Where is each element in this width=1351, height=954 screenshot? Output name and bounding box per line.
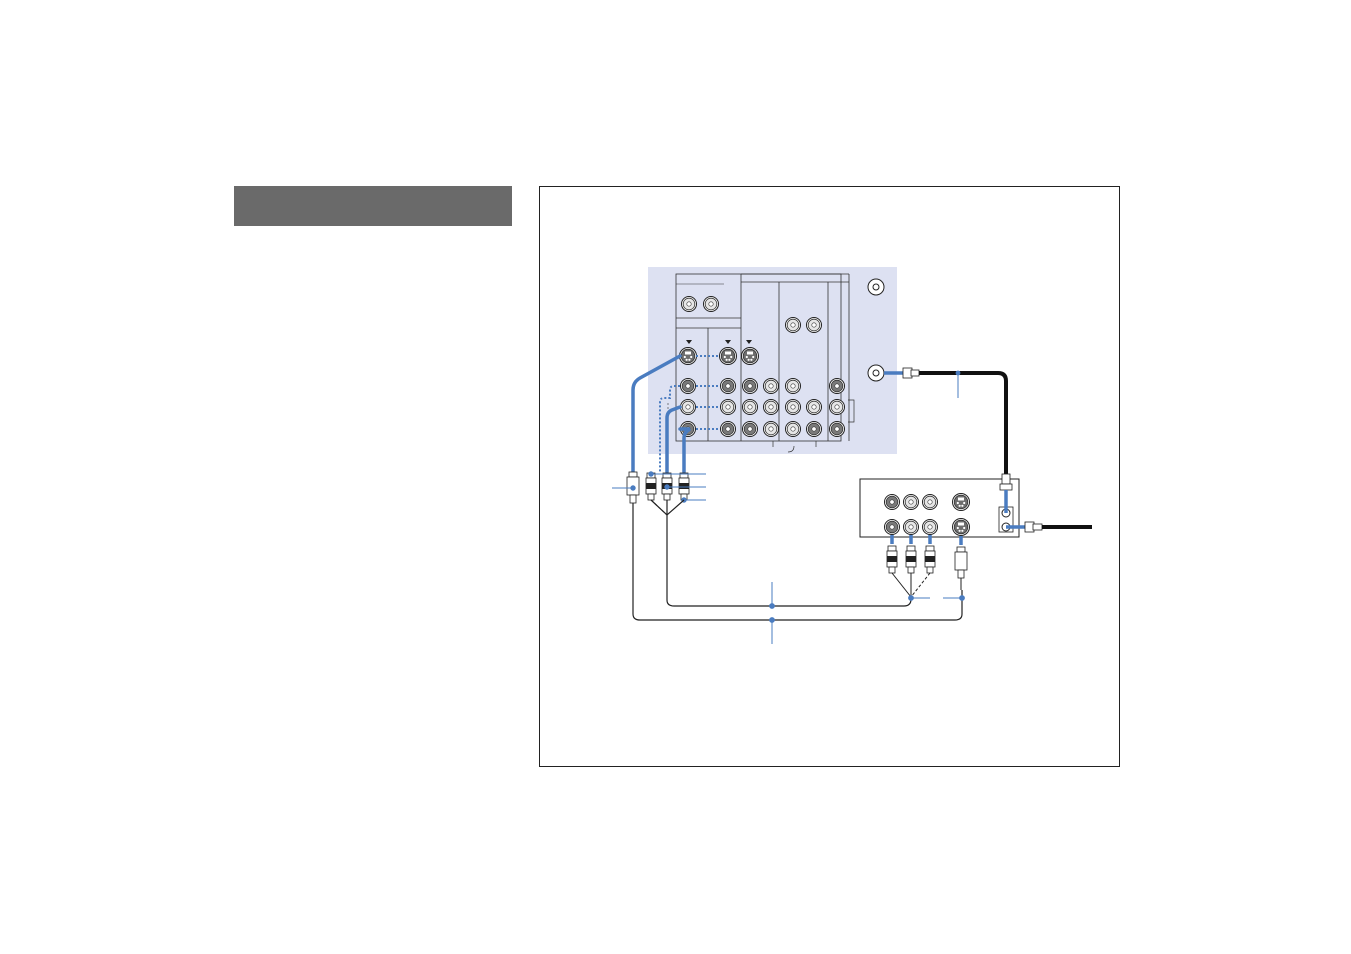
s-video-plug (955, 547, 967, 578)
rca-jack-icon (807, 318, 822, 333)
rca-plug (906, 546, 916, 573)
cable-callouts (770, 582, 965, 644)
plug-callouts (612, 472, 706, 502)
rca-plug (887, 546, 897, 573)
s-video-jack-icon (742, 348, 759, 365)
rca-jack-icon (682, 297, 697, 312)
rca-plug (646, 473, 656, 500)
rca-jack-icon (704, 297, 719, 312)
s-video-jack-icon (720, 348, 737, 365)
rca-plug (925, 546, 935, 573)
vcr-rear-panel (860, 479, 1019, 537)
coax-connector-icon (1002, 474, 1010, 484)
tv-rear-panel (648, 267, 897, 454)
rca-jack-icon (786, 318, 801, 333)
s-video-jack-icon (680, 348, 697, 365)
